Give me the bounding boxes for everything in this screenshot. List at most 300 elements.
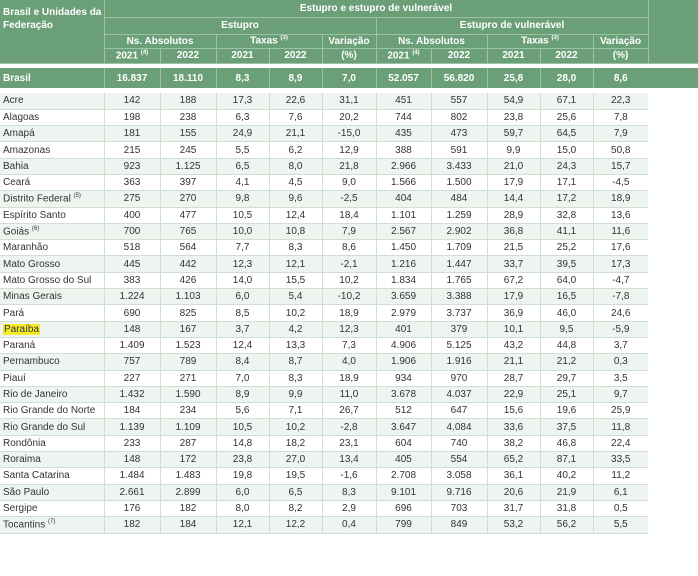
state-name: Paraná <box>3 340 36 352</box>
value-cell: 172 <box>160 452 216 468</box>
value-cell: 9,9 <box>269 386 322 402</box>
value-cell: -4,5 <box>593 174 648 190</box>
table-row <box>0 93 698 109</box>
table-row <box>0 305 698 321</box>
value-cell: 182 <box>160 500 216 516</box>
value-cell: 6,3 <box>216 109 269 125</box>
value-cell: 5,5 <box>593 517 648 533</box>
value-cell: 17,1 <box>540 174 593 190</box>
value-cell: 554 <box>431 452 487 468</box>
year-note: (4) <box>140 49 149 56</box>
header-end-cell <box>648 0 698 63</box>
state-name: Amazonas <box>3 144 51 156</box>
taxas-note: (3) <box>280 35 288 42</box>
brasil-cell: 52.057 <box>376 68 431 88</box>
row-end-cell <box>648 93 698 109</box>
value-cell: 287 <box>160 435 216 451</box>
value-cell: 41,1 <box>540 223 593 239</box>
value-cell: 14,4 <box>487 191 540 207</box>
state-note: (5) <box>73 193 81 200</box>
value-cell: 25,1 <box>540 386 593 402</box>
year-2022-taxa-2: 2022 <box>540 48 593 63</box>
value-cell: 28,7 <box>487 370 540 386</box>
value-cell: 21,1 <box>487 354 540 370</box>
value-cell: 9,9 <box>487 142 540 158</box>
value-cell: 181 <box>104 126 160 142</box>
state-name-cell <box>0 321 104 337</box>
value-cell: 3.737 <box>431 305 487 321</box>
value-cell: 703 <box>431 500 487 516</box>
value-cell: 10,8 <box>269 223 322 239</box>
row-end-cell <box>648 419 698 435</box>
value-cell: 38,2 <box>487 435 540 451</box>
brasil-cell: 18.110 <box>160 68 216 88</box>
row-end-cell <box>648 305 698 321</box>
value-cell: 234 <box>160 403 216 419</box>
value-cell: 3.433 <box>431 158 487 174</box>
state-name-cell <box>0 370 104 386</box>
state-name-cell <box>0 142 104 158</box>
value-cell: 15,6 <box>487 403 540 419</box>
value-cell: 849 <box>431 517 487 533</box>
value-cell: 148 <box>104 452 160 468</box>
value-cell: 604 <box>376 435 431 451</box>
value-cell: -2,5 <box>322 191 376 207</box>
value-cell: 22,6 <box>269 93 322 109</box>
value-cell: 473 <box>431 126 487 142</box>
value-cell: -7,8 <box>593 289 648 305</box>
row-end-cell <box>648 109 698 125</box>
row-end-cell <box>648 370 698 386</box>
brasil-cell: 8,9 <box>269 68 322 88</box>
state-name-cell <box>0 223 104 239</box>
value-cell: 1.834 <box>376 272 431 288</box>
year-label: 2021 <box>115 50 139 62</box>
taxas-header-2 <box>487 34 593 48</box>
estupro-header: Estupro <box>104 17 376 34</box>
state-name: Mato Grosso <box>3 258 61 270</box>
value-cell: 1.500 <box>431 174 487 190</box>
value-cell: 9,6 <box>269 191 322 207</box>
value-cell: 3.659 <box>376 289 431 305</box>
value-cell: 7,9 <box>593 126 648 142</box>
value-cell: 33,6 <box>487 419 540 435</box>
state-name: Mato Grosso do Sul <box>3 274 92 286</box>
value-cell: 477 <box>160 207 216 223</box>
state-name: Rio de Janeiro <box>3 388 68 400</box>
state-name: Pará <box>3 307 25 319</box>
value-cell: -1,6 <box>322 468 376 484</box>
value-cell: 22,3 <box>593 93 648 109</box>
value-cell: 484 <box>431 191 487 207</box>
value-cell: 40,2 <box>540 468 593 484</box>
row-end-cell <box>648 289 698 305</box>
value-cell: 388 <box>376 142 431 158</box>
value-cell: 12,9 <box>322 142 376 158</box>
value-cell: 31,7 <box>487 500 540 516</box>
row-end-cell <box>648 337 698 353</box>
row-end-cell <box>648 158 698 174</box>
value-cell: 36,9 <box>487 305 540 321</box>
row-end-cell <box>648 142 698 158</box>
value-cell: -2,1 <box>322 256 376 272</box>
value-cell: 9,0 <box>322 174 376 190</box>
table-row <box>0 354 698 370</box>
value-cell: 3,5 <box>593 370 648 386</box>
value-cell: 7,9 <box>322 223 376 239</box>
value-cell: 33,7 <box>487 256 540 272</box>
value-cell: 64,0 <box>540 272 593 288</box>
state-name: Maranhão <box>3 242 49 254</box>
value-cell: 9,5 <box>540 321 593 337</box>
value-cell: 740 <box>431 435 487 451</box>
value-cell: 238 <box>160 109 216 125</box>
value-cell: 12,1 <box>269 256 322 272</box>
state-name: Roraima <box>3 454 41 466</box>
brasil-cell: 7,0 <box>322 68 376 88</box>
value-cell: 11,0 <box>322 386 376 402</box>
table-row <box>0 337 698 353</box>
value-cell: 435 <box>376 126 431 142</box>
value-cell: 397 <box>160 174 216 190</box>
value-cell: 744 <box>376 109 431 125</box>
value-cell: 5.125 <box>431 337 487 353</box>
year-2022-taxa-1: 2022 <box>269 48 322 63</box>
value-cell: 7,3 <box>322 337 376 353</box>
value-cell: 363 <box>104 174 160 190</box>
value-cell: 245 <box>160 142 216 158</box>
value-cell: 10,1 <box>487 321 540 337</box>
value-cell: 1.216 <box>376 256 431 272</box>
value-cell: 18,9 <box>322 305 376 321</box>
state-name-cell <box>0 517 104 533</box>
value-cell: 21,1 <box>269 126 322 142</box>
value-cell: 2.902 <box>431 223 487 239</box>
value-cell: 17,2 <box>540 191 593 207</box>
row-end-cell <box>648 500 698 516</box>
state-name: Piauí <box>3 372 26 384</box>
value-cell: 8,5 <box>216 305 269 321</box>
value-cell: 445 <box>104 256 160 272</box>
value-cell: 8,2 <box>269 500 322 516</box>
pct-header-2: (%) <box>593 48 648 63</box>
value-cell: 591 <box>431 142 487 158</box>
value-cell: 7,7 <box>216 240 269 256</box>
value-cell: 6,1 <box>593 484 648 500</box>
state-name: São Paulo <box>3 486 50 498</box>
state-name-cell <box>0 240 104 256</box>
value-cell: 1.109 <box>160 419 216 435</box>
value-cell: 1.409 <box>104 337 160 353</box>
value-cell: 696 <box>376 500 431 516</box>
value-cell: 379 <box>431 321 487 337</box>
state-name-cell <box>0 93 104 109</box>
value-cell: 8,3 <box>269 240 322 256</box>
value-cell: 36,1 <box>487 468 540 484</box>
state-note: (7) <box>48 519 56 526</box>
state-name: Goiás <box>3 226 30 238</box>
state-note: (6) <box>31 225 40 232</box>
value-cell: 923 <box>104 158 160 174</box>
value-cell: 10,5 <box>216 419 269 435</box>
state-name-cell <box>0 158 104 174</box>
value-cell: 9.716 <box>431 484 487 500</box>
value-cell: 0,5 <box>593 500 648 516</box>
brasil-cell: 8,6 <box>593 68 648 88</box>
table-header <box>0 0 698 63</box>
value-cell: 8,0 <box>269 158 322 174</box>
table-row <box>0 223 698 239</box>
table-row <box>0 158 698 174</box>
value-cell: 184 <box>160 517 216 533</box>
value-cell: 23,8 <box>487 109 540 125</box>
value-cell: 227 <box>104 370 160 386</box>
state-name-cell <box>0 468 104 484</box>
value-cell: 65,2 <box>487 452 540 468</box>
value-cell: 43,2 <box>487 337 540 353</box>
value-cell: 39,5 <box>540 256 593 272</box>
value-cell: 87,1 <box>540 452 593 468</box>
table-row <box>0 272 698 288</box>
value-cell: 33,5 <box>593 452 648 468</box>
value-cell: 54,9 <box>487 93 540 109</box>
value-cell: 2.966 <box>376 158 431 174</box>
year-label: 2021 <box>387 50 410 62</box>
value-cell: 17,6 <box>593 240 648 256</box>
value-cell: 8,7 <box>269 354 322 370</box>
state-name-cell <box>0 435 104 451</box>
value-cell: -15,0 <box>322 126 376 142</box>
value-cell: 13,3 <box>269 337 322 353</box>
value-cell: 5,5 <box>216 142 269 158</box>
state-name-cell <box>0 452 104 468</box>
value-cell: 1.125 <box>160 158 216 174</box>
value-cell: 8,3 <box>322 484 376 500</box>
value-cell: 4.906 <box>376 337 431 353</box>
value-cell: 6,0 <box>216 289 269 305</box>
value-cell: 404 <box>376 191 431 207</box>
value-cell: 2.567 <box>376 223 431 239</box>
table-row <box>0 142 698 158</box>
value-cell: 400 <box>104 207 160 223</box>
value-cell: 24,3 <box>540 158 593 174</box>
value-cell: 4.037 <box>431 386 487 402</box>
value-cell: 518 <box>104 240 160 256</box>
value-cell: 6,5 <box>216 158 269 174</box>
value-cell: 17,9 <box>487 174 540 190</box>
brasil-cell: 16.837 <box>104 68 160 88</box>
state-name: Sergipe <box>3 503 38 515</box>
value-cell: 564 <box>160 240 216 256</box>
state-name-cell <box>0 126 104 142</box>
state-name-cell <box>0 256 104 272</box>
value-cell: 275 <box>104 191 160 207</box>
value-cell: 53,2 <box>487 517 540 533</box>
value-cell: 271 <box>160 370 216 386</box>
value-cell: 25,6 <box>540 109 593 125</box>
brasil-cell: 8,3 <box>216 68 269 88</box>
value-cell: 557 <box>431 93 487 109</box>
state-name: Bahia <box>3 160 29 172</box>
value-cell: 24,6 <box>593 305 648 321</box>
value-cell: 46,0 <box>540 305 593 321</box>
value-cell: 67,2 <box>487 272 540 288</box>
value-cell: 10,5 <box>216 207 269 223</box>
value-cell: 56,2 <box>540 517 593 533</box>
taxas-header-1 <box>216 34 322 48</box>
value-cell: 700 <box>104 223 160 239</box>
value-cell: 21,5 <box>487 240 540 256</box>
state-name: Santa Catarina <box>3 470 70 482</box>
value-cell: 426 <box>160 272 216 288</box>
value-cell: 4,2 <box>269 321 322 337</box>
table-row <box>0 403 698 419</box>
table-row <box>0 386 698 402</box>
value-cell: -2,8 <box>322 419 376 435</box>
table-row <box>0 240 698 256</box>
state-name: Minas Gerais <box>3 291 62 303</box>
value-cell: 970 <box>431 370 487 386</box>
value-cell: 25,9 <box>593 403 648 419</box>
value-cell: 2.708 <box>376 468 431 484</box>
value-cell: 1.103 <box>160 289 216 305</box>
table-row <box>0 256 698 272</box>
row-end-cell <box>648 403 698 419</box>
value-cell: 36,8 <box>487 223 540 239</box>
value-cell: 11,6 <box>593 223 648 239</box>
year-2021-abs-2 <box>376 48 431 63</box>
value-cell: 3.647 <box>376 419 431 435</box>
value-cell: 1.484 <box>104 468 160 484</box>
value-cell: 2,9 <box>322 500 376 516</box>
value-cell: 215 <box>104 142 160 158</box>
table-row <box>0 174 698 190</box>
value-cell: 16,5 <box>540 289 593 305</box>
value-cell: 8,0 <box>216 500 269 516</box>
value-cell: 690 <box>104 305 160 321</box>
value-cell: 10,2 <box>269 419 322 435</box>
region-label-line1: Brasil e Unidades da <box>3 7 102 18</box>
value-cell: 23,8 <box>216 452 269 468</box>
state-name: Tocantins <box>3 519 46 531</box>
value-cell: 802 <box>431 109 487 125</box>
value-cell: 11,2 <box>593 468 648 484</box>
value-cell: 8,6 <box>322 240 376 256</box>
value-cell: 1.765 <box>431 272 487 288</box>
value-cell: 1.590 <box>160 386 216 402</box>
value-cell: 31,1 <box>322 93 376 109</box>
value-cell: 7,6 <box>269 109 322 125</box>
value-cell: 1.483 <box>160 468 216 484</box>
value-cell: 2.899 <box>160 484 216 500</box>
variacao-header-2: Variação <box>593 34 648 48</box>
table-row <box>0 484 698 500</box>
value-cell: 44,8 <box>540 337 593 353</box>
value-cell: -5,9 <box>593 321 648 337</box>
value-cell: 233 <box>104 435 160 451</box>
table-row <box>0 207 698 223</box>
state-name-cell <box>0 337 104 353</box>
value-cell: 18,9 <box>593 191 648 207</box>
value-cell: 4,5 <box>269 174 322 190</box>
row-end-cell <box>648 354 698 370</box>
value-cell: 24,9 <box>216 126 269 142</box>
brasil-name: Brasil <box>0 68 104 88</box>
value-cell: 799 <box>376 517 431 533</box>
row-end-cell <box>648 174 698 190</box>
value-cell: 789 <box>160 354 216 370</box>
brasil-cell: 56.820 <box>431 68 487 88</box>
value-cell: 442 <box>160 256 216 272</box>
value-cell: 7,0 <box>216 370 269 386</box>
estupro-vulneravel-header: Estupro de vulnerável <box>376 17 648 34</box>
state-name-cell <box>0 305 104 321</box>
value-cell: 0,3 <box>593 354 648 370</box>
value-cell: 21,2 <box>540 354 593 370</box>
brasil-end-cell <box>648 68 698 88</box>
value-cell: 27,0 <box>269 452 322 468</box>
value-cell: 13,4 <box>322 452 376 468</box>
row-end-cell <box>648 207 698 223</box>
value-cell: 405 <box>376 452 431 468</box>
value-cell: 270 <box>160 191 216 207</box>
value-cell: 19,5 <box>269 468 322 484</box>
value-cell: 825 <box>160 305 216 321</box>
row-end-cell <box>648 484 698 500</box>
row-end-cell <box>648 126 698 142</box>
state-name-cell <box>0 191 104 207</box>
pct-header-1: (%) <box>322 48 376 63</box>
value-cell: 4,1 <box>216 174 269 190</box>
value-cell: 934 <box>376 370 431 386</box>
state-name-cell <box>0 289 104 305</box>
value-cell: 1.916 <box>431 354 487 370</box>
value-cell: 22,9 <box>487 386 540 402</box>
value-cell: 182 <box>104 517 160 533</box>
value-cell: 12,4 <box>269 207 322 223</box>
value-cell: 512 <box>376 403 431 419</box>
value-cell: 3.058 <box>431 468 487 484</box>
state-name-cell <box>0 386 104 402</box>
state-name: Rio Grande do Sul <box>3 421 86 433</box>
value-cell: 20,6 <box>487 484 540 500</box>
value-cell: 22,4 <box>593 435 648 451</box>
value-cell: 2.979 <box>376 305 431 321</box>
value-cell: 1.432 <box>104 386 160 402</box>
value-cell: 1.523 <box>160 337 216 353</box>
row-end-cell <box>648 386 698 402</box>
year-2022-abs-2: 2022 <box>431 48 487 63</box>
value-cell: 1.101 <box>376 207 431 223</box>
variacao-header-1: Variação <box>322 34 376 48</box>
value-cell: 5,4 <box>269 289 322 305</box>
value-cell: 10,2 <box>269 305 322 321</box>
region-column-header <box>0 0 104 63</box>
value-cell: 8,3 <box>269 370 322 386</box>
value-cell: 3.678 <box>376 386 431 402</box>
table-row <box>0 109 698 125</box>
table-row <box>0 289 698 305</box>
value-cell: 25,2 <box>540 240 593 256</box>
year-note: (4) <box>412 49 420 56</box>
row-end-cell <box>648 517 698 533</box>
table-row <box>0 500 698 516</box>
value-cell: 11,8 <box>593 419 648 435</box>
state-name: Paraíba <box>4 323 40 335</box>
value-cell: 148 <box>104 321 160 337</box>
value-cell: 6,5 <box>269 484 322 500</box>
state-name-cell <box>0 484 104 500</box>
